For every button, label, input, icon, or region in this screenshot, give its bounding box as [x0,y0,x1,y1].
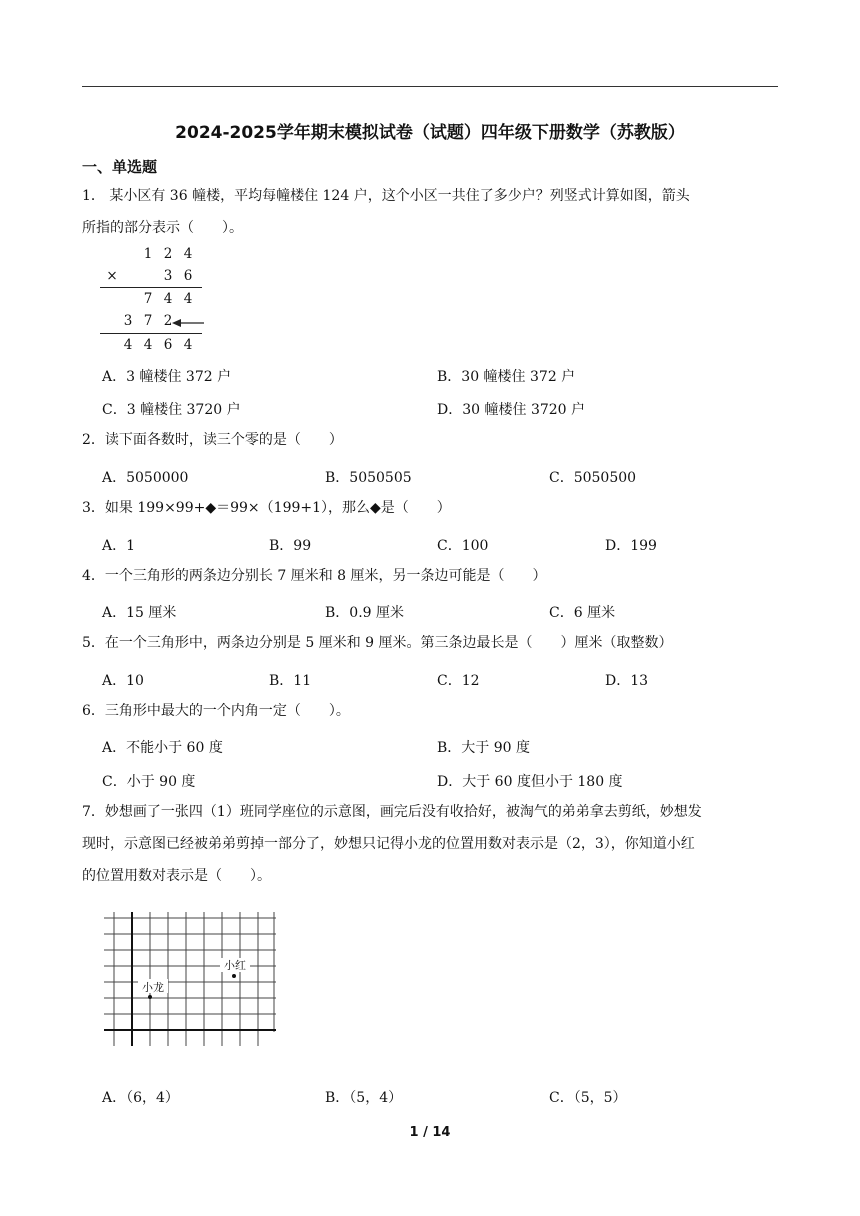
option-4b[interactable]: B．0.9 厘米 [325,605,405,621]
option-4a[interactable]: A．15 厘米 [102,605,177,621]
calc-digit: 2 [163,246,173,262]
question-7-line3: 的位置用数对表示是（ ）。 [82,868,271,884]
question-1 [82,180,782,244]
header-rule [82,86,778,87]
calc-digit: 4 [183,291,193,307]
option-6b[interactable]: B．大于 90 度 [437,740,531,756]
calc-rule-1 [100,287,202,288]
option-2c[interactable]: C．5050500 [549,470,637,486]
point-xiaolong [148,995,152,999]
question-6: 6．三角形中最大的一个内角一定（ ）。 [82,703,350,719]
option-7c[interactable]: C．（5，5） [549,1090,627,1106]
question-5: 5．在一个三角形中，两条边分别是 5 厘米和 9 厘米。第三条边最长是（ ）厘米（取整数） [82,635,673,651]
section-heading: 一、单选题 [82,158,158,176]
option-3a[interactable]: A．1 [102,538,136,554]
question-3: 3．如果 199×99+◆＝99×（199+1），那么◆是（ ） [82,500,451,516]
option-1d[interactable]: D．30 幢楼住 3720 户 [437,402,586,418]
grid-label-xiaohong: 小红 [224,959,246,972]
question-7-line2: 现时，示意图已经被弟弟剪掉一部分了，妙想只记得小龙的位置用数对表示是（2，3），你知道小红 [82,836,695,852]
option-6a[interactable]: A．不能小于 60 度 [102,740,223,756]
calc-digit: 4 [163,291,173,307]
calc-rule-2 [100,333,202,334]
option-2a[interactable]: A．5050000 [102,470,189,486]
arrow-left-icon [172,316,206,330]
calc-digit: 6 [163,337,173,353]
option-7b[interactable]: B．（5，4） [325,1090,403,1106]
option-5a[interactable]: A．10 [102,673,144,689]
page-title: 2024-2025学年期末模拟试卷（试题）四年级下册数学（苏教版） [175,123,685,143]
option-6c[interactable]: C．小于 90 度 [102,774,196,790]
calc-digit: 1 [143,246,153,262]
option-5b[interactable]: B．11 [269,673,312,689]
seating-grid-figure [104,912,276,1046]
question-1-line2: 所指的部分表示（ ）。 [82,220,243,236]
option-2b[interactable]: B．5050505 [325,470,412,486]
option-6d[interactable]: D．大于 60 度但小于 180 度 [437,774,623,790]
option-1a[interactable]: A．3 幢楼住 372 户 [102,369,232,385]
question-2: 2．读下面各数时，读三个零的是（ ） [82,432,343,448]
calc-digit: 4 [123,337,133,353]
calc-digit: 6 [183,268,193,284]
calc-digit: 4 [183,246,193,262]
option-3b[interactable]: B．99 [269,538,312,554]
multiply-sign: × [106,268,118,284]
calc-digit: 3 [123,313,133,329]
option-1b[interactable]: B．30 幢楼住 372 户 [437,369,576,385]
calc-digit: 2 [163,313,173,329]
question-1-line1: 1． 某小区有 36 幢楼，平均每幢楼住 124 户，这个小区一共住了多少户？列竖式计算如图，箭头 [82,188,690,204]
option-7a[interactable]: A．（6，4） [102,1090,179,1106]
point-xiaohong [232,974,236,978]
option-3d[interactable]: D．199 [605,538,657,554]
calc-digit: 3 [163,268,173,284]
option-4c[interactable]: C．6 厘米 [549,605,616,621]
calc-digit: 7 [143,291,153,307]
calc-digit: 4 [183,337,193,353]
grid-label-xiaolong: 小龙 [142,981,164,994]
calc-digit: 4 [143,337,153,353]
option-5d[interactable]: D．13 [605,673,649,689]
question-4: 4．一个三角形的两条边分别长 7 厘米和 8 厘米，另一条边可能是（ ） [82,568,547,584]
vertical-multiplication-figure [100,246,220,358]
question-7 [82,796,782,892]
option-5c[interactable]: C．12 [437,673,480,689]
option-3c[interactable]: C．100 [437,538,489,554]
question-7-line1: 7．妙想画了一张四（1）班同学座位的示意图，画完后没有收拾好，被淘气的弟弟拿去剪纸，妙想发 [82,804,702,820]
calc-digit: 7 [143,313,153,329]
option-1c[interactable]: C．3 幢楼住 3720 户 [102,402,241,418]
page-number: 1 / 14 [409,1125,451,1140]
